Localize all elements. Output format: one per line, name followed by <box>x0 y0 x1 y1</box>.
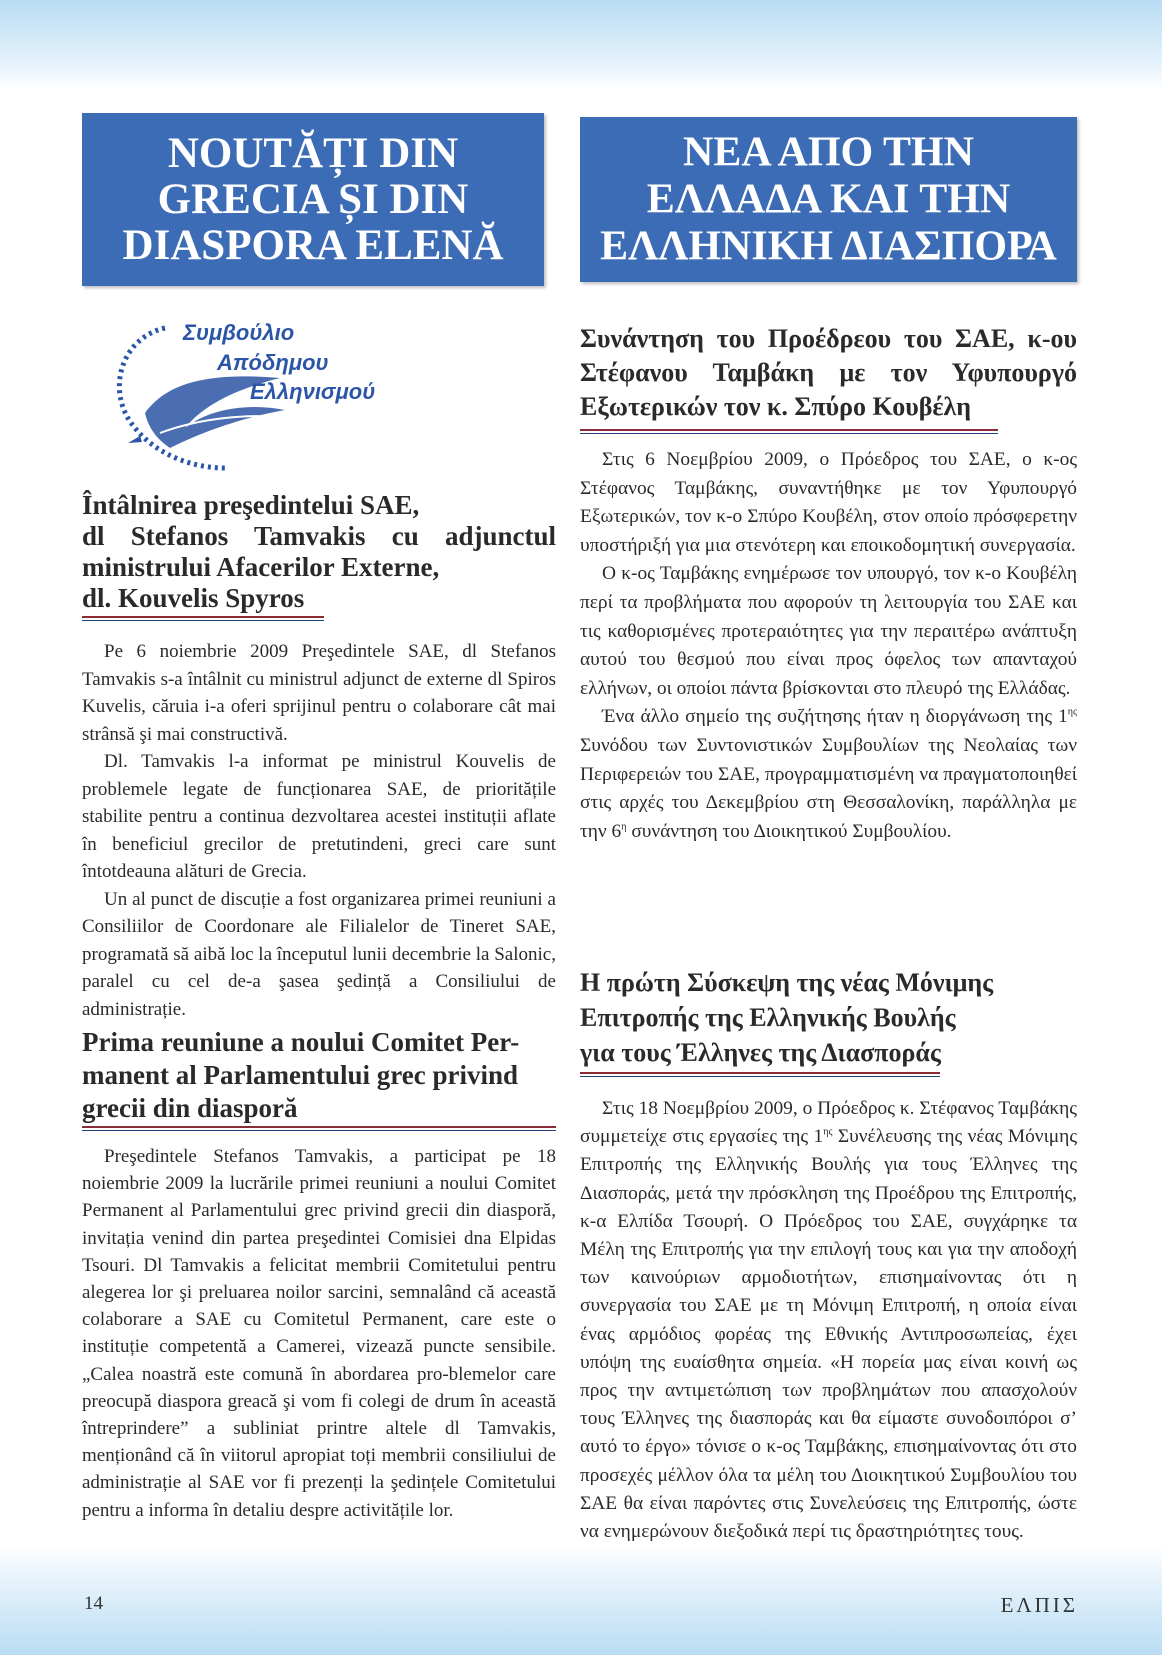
banner-line: NOUTĂȚI DIN <box>167 129 459 177</box>
title-underline <box>580 1072 940 1076</box>
banner-line: ΕΛΛΑΔΑ ΚΑΙ ΤΗΝ <box>646 176 1011 222</box>
title-line: Prima reuniune a noului Comitet Per- <box>82 1027 520 1057</box>
text-run: Συνέλευσης της νέας Μόνιμης Επιτροπής της Ελληνικής Βουλής για τους Έλληνες της Διασποράς, μετά την πρόσκληση της Προέδρου της Επιτροπής, κ-α Ελπίδα Τσουρή. Ο Πρόεδρος του ΣΑΕ, συγχάρηκε τα Μέλη της Επιτροπής για την επιλογή τους και για την αποδοχή των καινούριων αρμοδιοτήτων, επισημαίνοντας ότι η συνεργασία του ΣΑΕ με τη Μόνιμη Επιτροπή, η οποία είναι ένας αρμόδιος φορέας της Εθνικής Αντιπροσωπείας, έχει υπόψη της ευαίσθητα σημεία. «Η πορεία μας είναι κοινή ως προς την αντιμετώπιση των προβλημάτων που απασχολούν τους Έλληνες της διασποράς και θα είμαστε συνοδοιπόροι σ’ αυτό το έργο» τόνισε ο κ-ος Ταμβάκης, επισημαίνοντας ότι στο προσεχές μέλλον όλα τα μέλη του Διοικητικού Συμβουλίου του ΣΑΕ θα είναι παρόντες στις Συνελεύσεις της Επιτροπής, ώστε να ενημερώνουν διεξοδικά περί τις δραστηριότητες τους. <box>580 1126 1077 1543</box>
bottom-gradient-band <box>0 1545 1162 1655</box>
paragraph: Un al punct de discuție a fost organizarea primei reuniuni a Consiliilor de Coordonare ale Filialelor de Tineret SAE, programată să aibă loc la începutul lunii decembrie la Salonic, paralel cu cel de-a şasea şedință a Consiliului de administrație. <box>82 888 556 1020</box>
text-run: Συνόδου των Συντονιστικών Συμβουλίων της Νεολαίας των Περιφερειών του ΣΑΕ, προγραμματισμένη να πραγματοποιηθεί στις αρχές του Δεκεμβρίου στη Θεσσαλονίκη, παράλληλα με την 6 <box>580 734 1077 842</box>
article-body-ro-2 <box>82 1143 556 1524</box>
paragraph: Dl. Tamvakis l-a informat pe ministrul Kouvelis de problemele legate de funcționarea SAE, de prioritățile stabilite pentru a continua dezvoltarea acestei instituții aflate în beneficiul grecilor de pretutindeni, greci care sunt întotdeauna alături de Grecia. <box>82 751 556 882</box>
article-body-gr-1 <box>580 446 1077 846</box>
superscript: ης <box>1067 706 1077 718</box>
top-gradient-band <box>0 0 1162 90</box>
banner-line: ΕΛΛΗΝΙΚΗ ΔΙΑΣΠΟΡΑ <box>600 223 1057 269</box>
paragraph: Στις 6 Νοεμβρίου 2009, ο Πρόεδρος του ΣΑΕ, ο κ-ος Στέφανος Ταμβάκης, συναντήθηκε με τον Υφυπουργό Εξωτερικών, τον κ-ο Σπύρο Κουβέλη, στον οποίο πρόσφερετην υποστήριξή για μια στενότερη και εποικοδομητική συνεργασία. <box>580 449 1077 556</box>
title-line: Συνάντηση του Προέδρεου του ΣΑΕ, κ-ου <box>580 324 1077 353</box>
article-title-ro-1 <box>82 490 556 614</box>
title-line: Στέφανου Ταμβάκη με τον Υφυπουργό <box>580 358 1077 387</box>
logo-line: Ελληνισμού <box>250 379 376 404</box>
banner-line: GRECIA ȘI DIN <box>157 175 469 223</box>
title-underline <box>82 616 324 620</box>
banner-line: DIASPORA ELENĂ <box>122 221 504 269</box>
title-line: Η πρώτη Σύσκεψη της νέας Μόνιμης <box>580 968 994 997</box>
article-title-ro-2 <box>82 1026 556 1125</box>
text-run: συνάντηση του Διοικητικού Συμβουλίου. <box>626 820 952 842</box>
article-body-ro-1 <box>82 638 556 1023</box>
title-line: manent al Parlamentului grec privind <box>82 1060 518 1090</box>
superscript: η <box>621 821 627 833</box>
sae-logo-graphic <box>110 318 385 488</box>
text-run: Ένα άλλο σημείο της συζήτησης ήταν η διοργάνωση της 1 <box>602 706 1068 728</box>
paragraph: Ο κ-ος Ταμβάκης ενημέρωσε τον υπουργό, τον κ-ο Κουβέλη περί τα προβλήματα που αφορούν τη λειτουργία του ΣΑΕ και τις καθορισμένες προτεραιότητες για την περαιτέρω ανάπτυξη αυτού του θεσμού που είναι προς όφελος των απανταχού ελλήνων, οι οποίοι πάντα βρίσκονται στο πλευρό της Ελλάδας. <box>580 563 1077 699</box>
title-underline <box>82 1126 556 1130</box>
section-banner-romanian <box>82 113 544 286</box>
title-line: Επιτροπής της Ελληνικής Βουλής <box>580 1003 956 1032</box>
paragraph: Preşedintele Stefanos Tamvakis, a participat pe 18 noiembrie 2009 la lucrările primei reuniuni a noului Comitet Permanent al Parlamentului grec privind grecii din diasporă, invitația venind din partea preşedintei Comisiei dna Elpidas Tsouri. Dl Tamvakis a felicitat membrii Comitetului pentru alegerea lor şi preluarea noilor sarcini, semnalând că această colaborare a SAE cu Comitetul Permanent, care este o instituție competentă a Camerei, vizează puncte sensibile. „Calea noastră este comună în abordarea pro-blemelor care preocupă diaspora greacă şi vom fi colegi de drum în această întreprindere” a subliniat printre altele dl Tamvakis, menționând că în viitorul apropiat toți membrii consiliului de administrație al SAE vor fi prezenți la şedințele Comitetului pentru a informa în detaliu despre activitățile lor. <box>82 1146 556 1521</box>
logo-line: Συμβούλιο <box>183 320 295 345</box>
article-body-gr-2 <box>580 1095 1077 1546</box>
title-underline <box>580 429 998 433</box>
title-line: για τους Έλληνες της Διασποράς <box>580 1038 941 1067</box>
title-line: Εξωτερικών τον κ. Σπύρο Κουβέλη <box>580 392 972 421</box>
article-title-gr-1 <box>580 322 1077 424</box>
section-banner-greek <box>580 117 1077 282</box>
banner-line: ΝΕΑ ΑΠΟ ΤΗΝ <box>683 129 974 175</box>
title-line: dl Stefanos Tamvakis cu adjunctul <box>82 521 556 551</box>
sae-logo <box>110 318 385 488</box>
title-line: ministrului Afacerilor Externe, <box>82 552 440 582</box>
title-line: dl. Kouvelis Spyros <box>82 583 305 613</box>
title-line: grecii din diasporă <box>82 1093 298 1123</box>
paragraph <box>580 1095 1077 1546</box>
journal-name: ΕΛΠΙΣ <box>1000 1593 1078 1617</box>
paragraph: Pe 6 noiembrie 2009 Preşedintele SAE, dl Stefanos Tamvakis s-a întâlnit cu ministrul adjunct de externe dl Spiros Kuvelis, căruia i-a oferi sprijinul pentru o colaborare cât mai strânsă şi mai constructivă. <box>82 641 556 745</box>
text-run: Στις 18 Νοεμβρίου 2009, ο Πρόεδρος κ. Στέφανος Ταμβάκης συμμετείχε στις εργασίες της 1 <box>580 1098 1077 1148</box>
title-line: Întâlnirea preşedintelui SAE, <box>82 490 420 520</box>
paragraph <box>580 703 1077 846</box>
article-title-gr-2 <box>580 965 1077 1070</box>
superscript: ης <box>823 1126 833 1138</box>
page-number: 14 <box>84 1593 103 1614</box>
logo-line: Απόδημου <box>217 350 329 375</box>
